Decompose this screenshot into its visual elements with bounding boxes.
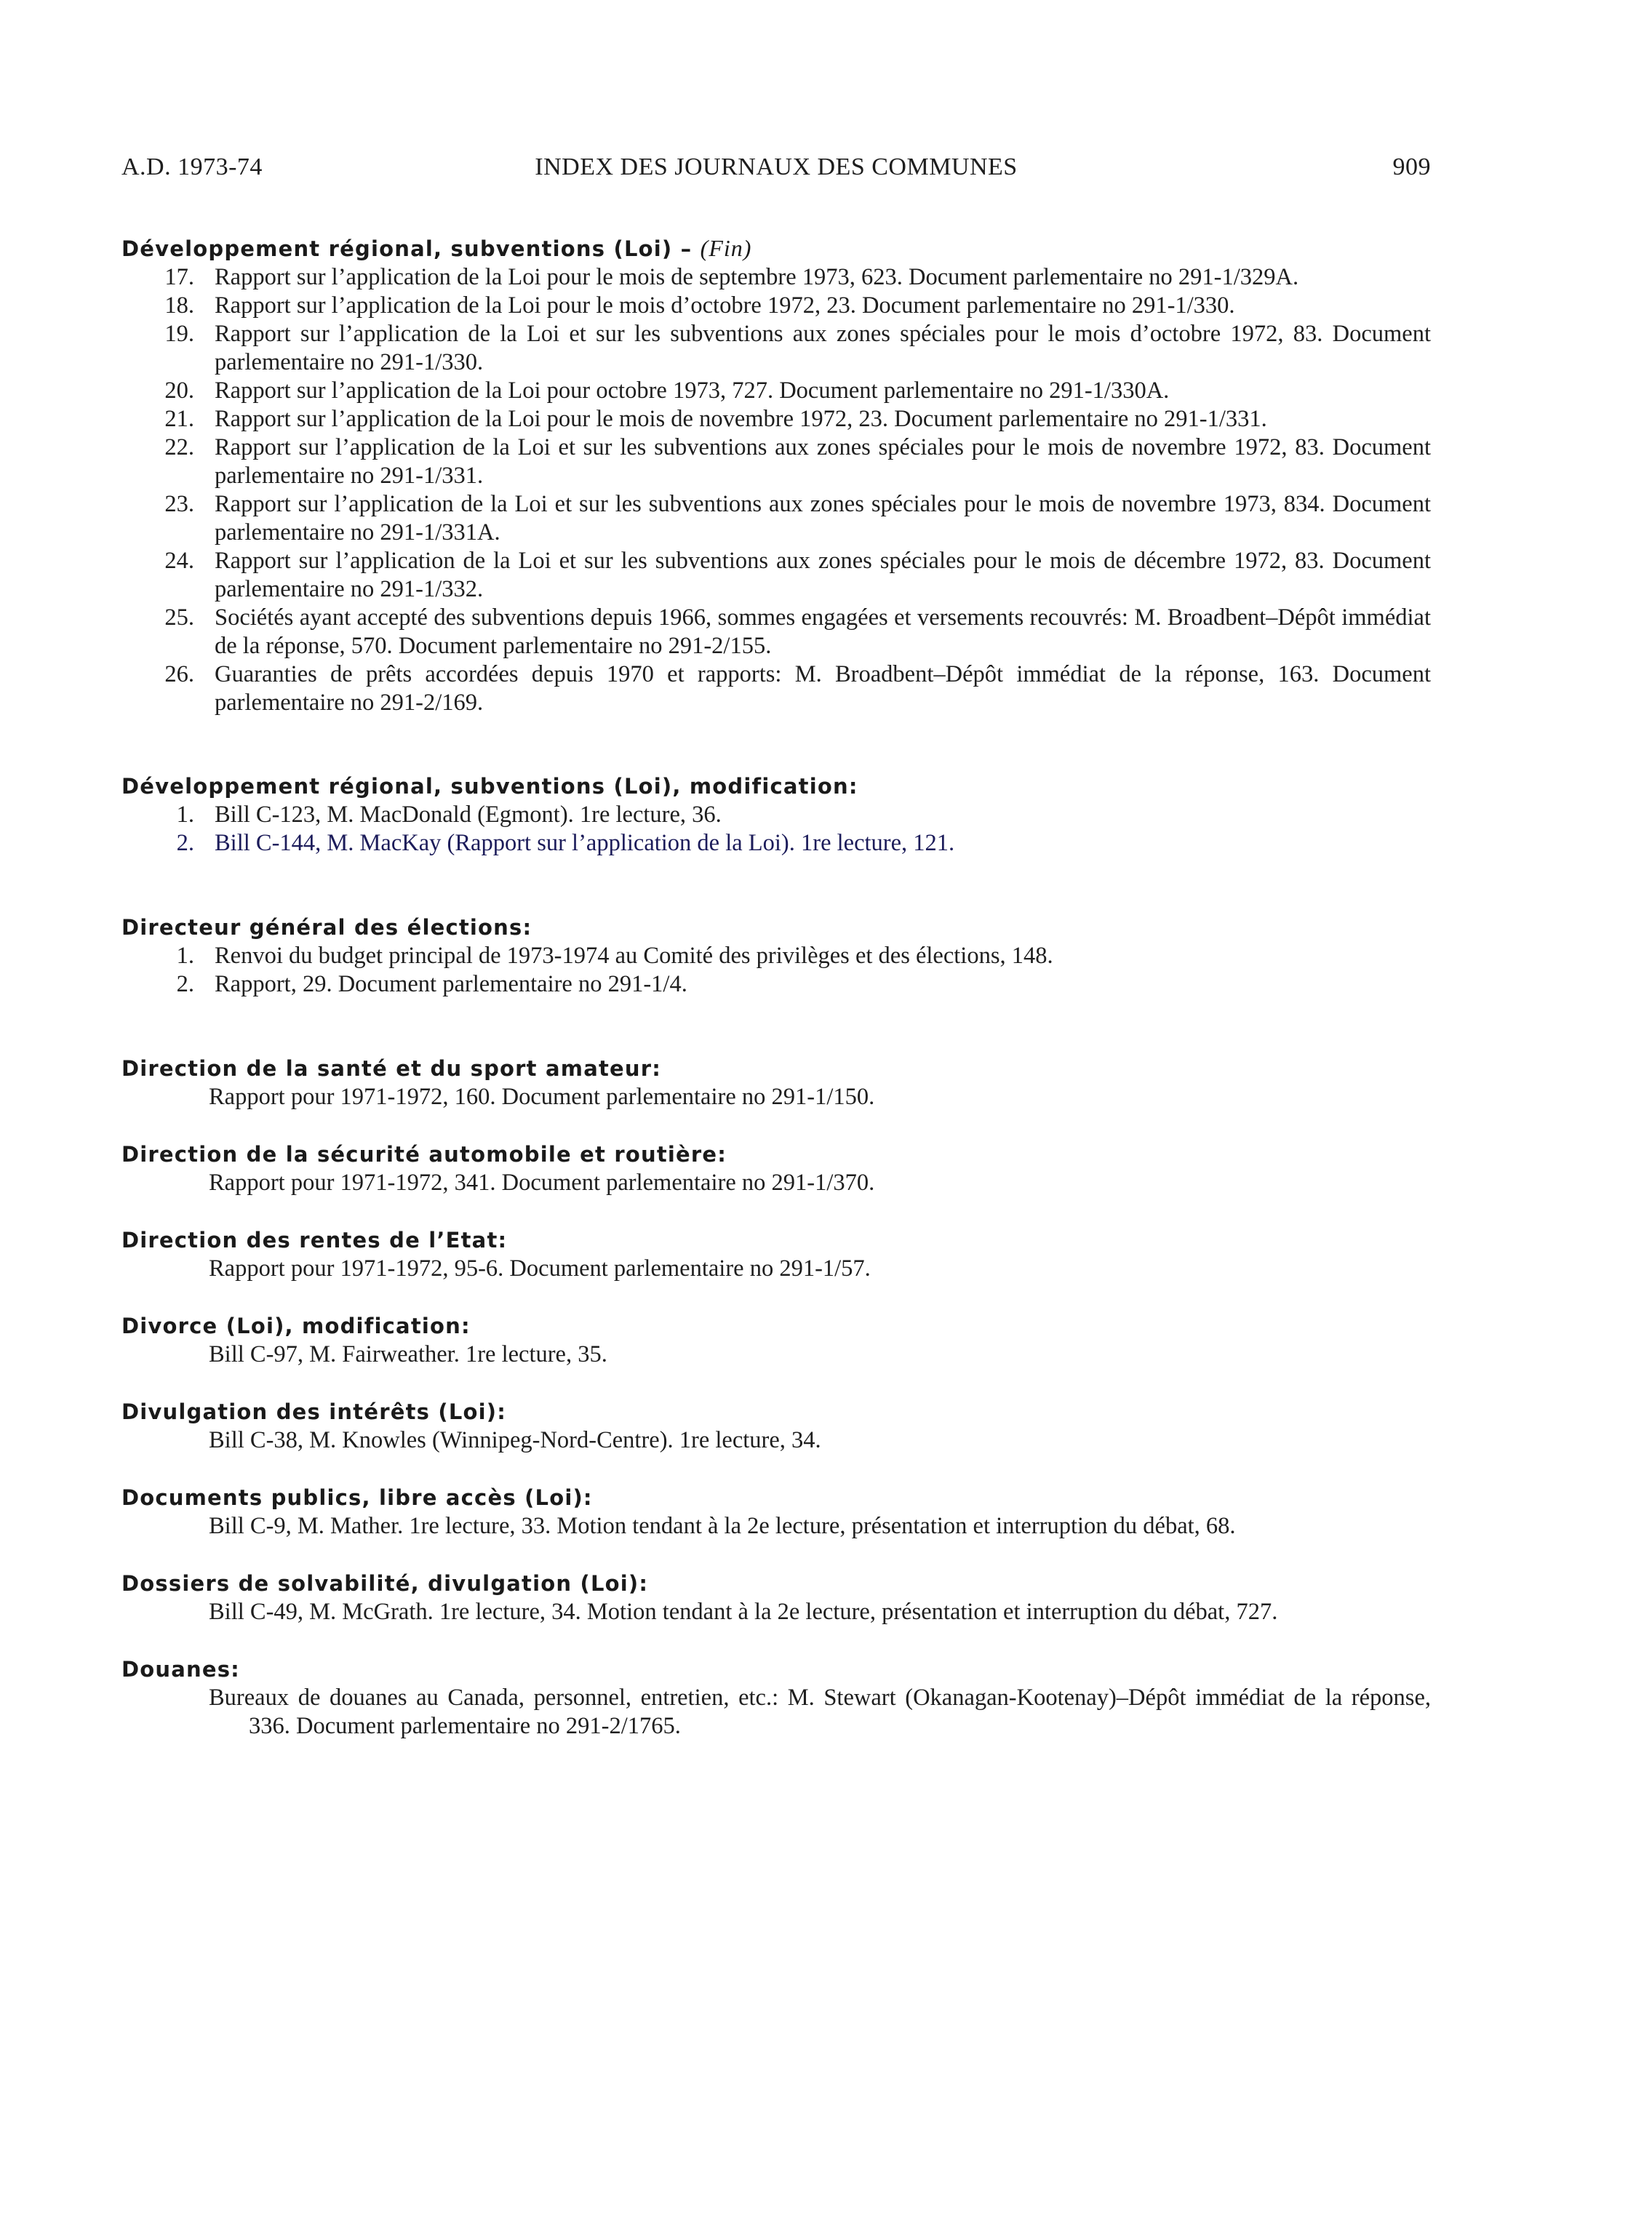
entry-item: 2. Rapport, 29. Document parlementaire no 291-1/4. xyxy=(176,971,687,997)
entry-heading: Développement régional, subventions (Loi) – (Fin) xyxy=(121,235,752,261)
entry-item: 17. Rapport sur l’application de la Loi pour le mois de septembre 1973, 623. Document parlementaire no 291-1/329A. xyxy=(164,264,1299,290)
page-number: 909 xyxy=(1392,153,1431,180)
entry-text: Bill C-97, M. Fairweather. 1re lecture, 35. xyxy=(209,1341,607,1367)
index-content xyxy=(121,234,1431,1741)
entry-item: 25. Sociétés ayant accepté des subventions depuis 1966, sommes engagées et versements recouvrés: M. Broadbent–Dépôt immédiat de la réponse, 570. Document parlementaire no 291-2/155. xyxy=(164,604,1431,659)
entry-item: 2. Bill C-144, M. MacKay (Rapport sur l’application de la Loi). 1re lecture, 121. xyxy=(176,830,955,856)
entry-item: 23. Rapport sur l’application de la Loi et sur les subventions aux zones spéciales pour le mois de novembre 1973, 834. Document parlementaire no 291-1/331A. xyxy=(164,491,1431,546)
index-entry xyxy=(121,1141,1431,1197)
index-entry xyxy=(121,914,1431,999)
entry-text: Rapport pour 1971-1972, 341. Document parlementaire no 291-1/370. xyxy=(209,1170,875,1196)
entry-text: Bill C-49, M. McGrath. 1re lecture, 34. Motion tendant à la 2e lecture, présentation et interruption du débat, 727. xyxy=(209,1599,1278,1625)
index-entry xyxy=(121,1655,1431,1741)
entry-item: 18. Rapport sur l’application de la Loi pour le mois d’octobre 1972, 23. Document parlementaire no 291-1/330. xyxy=(164,292,1235,319)
entry-heading: Divorce (Loi), modification: xyxy=(121,1314,471,1338)
entry-heading: Direction de la santé et du sport amateur: xyxy=(121,1056,662,1081)
entry-heading: Documents publics, libre accès (Loi): xyxy=(121,1485,593,1510)
header-years: A.D. 1973-74 xyxy=(121,153,263,180)
index-entry xyxy=(121,1312,1431,1369)
entry-item: 1. Renvoi du budget principal de 1973-1974 au Comité des privilèges et des élections, 148. xyxy=(176,943,1053,969)
entry-heading: Dossiers de solvabilité, divulgation (Loi): xyxy=(121,1571,649,1596)
index-entry xyxy=(121,772,1431,858)
entry-text: Rapport pour 1971-1972, 160. Document parlementaire no 291-1/150. xyxy=(209,1084,875,1110)
index-entry xyxy=(121,1226,1431,1283)
entry-heading: Développement régional, subventions (Loi), modification: xyxy=(121,774,858,799)
entry-text: Bill C-9, M. Mather. 1re lecture, 33. Motion tendant à la 2e lecture, présentation et interruption du débat, 68. xyxy=(209,1513,1236,1539)
entry-heading: Direction des rentes de l’Etat: xyxy=(121,1228,508,1253)
entry-text: Bureaux de douanes au Canada, personnel, entretien, etc.: M. Stewart (Okanagan-Kootenay)–Dépôt immédiat de la réponse, 336. Document parlementaire no 291-2/1765. xyxy=(209,1685,1431,1739)
entry-heading: Directeur général des élections: xyxy=(121,915,532,940)
index-entry xyxy=(121,1570,1431,1626)
index-entry xyxy=(121,234,1431,717)
entry-heading: Douanes: xyxy=(121,1657,240,1682)
header-title: INDEX DES JOURNAUX DES COMMUNES xyxy=(535,153,1018,180)
index-entry xyxy=(121,1055,1431,1111)
entry-heading: Direction de la sécurité automobile et routière: xyxy=(121,1142,727,1167)
entry-item: 21. Rapport sur l’application de la Loi pour le mois de novembre 1972, 23. Document parlementaire no 291-1/331. xyxy=(164,406,1267,432)
heading-suffix: (Fin) xyxy=(700,235,752,261)
entry-heading: Divulgation des intérêts (Loi): xyxy=(121,1399,507,1424)
entry-item: 19. Rapport sur l’application de la Loi et sur les subventions aux zones spéciales pour le mois d’octobre 1972, 83. Document parlementaire no 291-1/330. xyxy=(164,321,1431,375)
index-entry xyxy=(121,1398,1431,1455)
entry-item: 24. Rapport sur l’application de la Loi et sur les subventions aux zones spéciales pour le mois de décembre 1972, 83. Document parlementaire no 291-1/332. xyxy=(164,548,1431,602)
entry-item: 1. Bill C-123, M. MacDonald (Egmont). 1re lecture, 36. xyxy=(176,802,722,828)
running-header xyxy=(121,149,1431,185)
entry-item: 22. Rapport sur l’application de la Loi et sur les subventions aux zones spéciales pour le mois de novembre 1972, 83. Document parlementaire no 291-1/331. xyxy=(164,434,1431,489)
entry-item: 20. Rapport sur l’application de la Loi pour octobre 1973, 727. Document parlementaire no 291-1/330A. xyxy=(164,378,1170,404)
entry-item: 26. Guaranties de prêts accordées depuis 1970 et rapports: M. Broadbent–Dépôt immédiat de la réponse, 163. Document parlementaire no 291-2/169. xyxy=(164,661,1431,716)
entry-text: Bill C-38, M. Knowles (Winnipeg-Nord-Centre). 1re lecture, 34. xyxy=(209,1427,821,1453)
index-entry xyxy=(121,1484,1431,1541)
entry-text: Rapport pour 1971-1972, 95-6. Document parlementaire no 291-1/57. xyxy=(209,1255,871,1282)
